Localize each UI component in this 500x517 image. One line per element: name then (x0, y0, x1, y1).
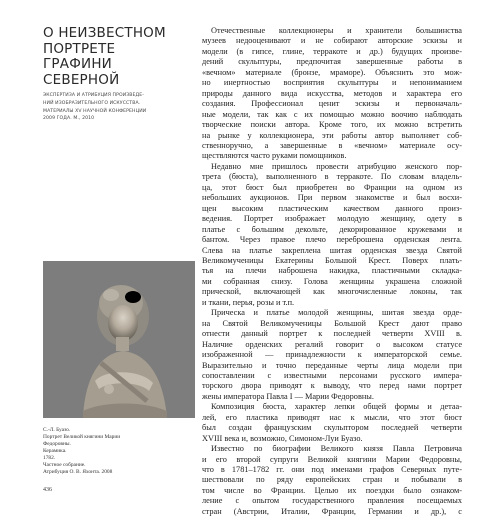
body-line: лей, его пластика приводят нас к мысли, что этот бюст (202, 412, 462, 422)
title-line: СЕВЕРНОЙ (43, 71, 120, 88)
body-line: прической, включающей как многочисленные локоны, так (202, 287, 462, 297)
body-line: природы данного вида искусства, методов и характера его (202, 88, 462, 98)
body-line: был создан французским скульптором последней четверти (202, 423, 462, 433)
body-line: трета (бюста), выполненного в терракоте. По словам владель- (202, 172, 462, 182)
body-line: дений скульптуры, предпочитая завершенные работы в (202, 57, 462, 67)
body-line: ление с опытом государственного правления посещаемых (202, 496, 462, 506)
article-header (43, 26, 193, 123)
body-line: Выразительно и точно переданные черты лица модели при (202, 360, 462, 370)
caption-line: С.-Л. Буазо. (43, 427, 71, 433)
body-line: что в 1781–1782 гг. они под именами графов Северных путе- (202, 465, 462, 475)
title-line: О НЕИЗВЕСТНОМ (43, 25, 166, 41)
body-line: Отечественные коллекционеры и хранители большинства (211, 26, 462, 35)
figure-caption (43, 427, 195, 476)
source-line: ЭКСПЕРТИЗА И АТРИБУЦИЯ ПРОИЗВЕДЕ- (43, 93, 144, 98)
body-line: «вечном» материале (бронзе, мраморе). Объяснить это мож- (202, 67, 462, 77)
body-line: на Святой Великомученицы Большой Крест дают право (202, 318, 462, 328)
article-title (43, 26, 193, 88)
body-line: творческие поиски автора. Кроме того, их можно встретить (202, 120, 462, 130)
body-line: щен высоким пластическим качеством данного произ- (202, 203, 462, 213)
source-line: МАТЕРИАЛЫ XV НАУЧНОЙ КОНФЕРЕНЦИИ (43, 108, 147, 114)
body-line: тья на плечи наброшена накидка, пластичными складка- (202, 266, 462, 276)
body-line: и его второй супруги Великой княгини Марии Федоровны, (202, 454, 462, 464)
body-line: модели (в гипсе, глине, терракоте и др.) будущих произве- (202, 46, 462, 56)
body-line: но инертностью восприятия скульптуры и непониманием (202, 78, 462, 88)
body-line: том числе во Франции. Целью их поездки было ознаком- (202, 485, 462, 495)
body-line: изображенной — принадлежности к императорской семье. (202, 350, 462, 360)
body-line: Слева на платье закреплена шитая орденская звезда Святой (202, 245, 462, 255)
body-line: небольших аукционов. При первом знакомстве и был восхи- (202, 193, 462, 203)
body-line: платье с большим декольте, декорированное кружевами и (202, 224, 462, 234)
body-line: бантом. Через правое плечо переброшена орденская лента. (202, 235, 462, 245)
caption-line: 1782. (43, 455, 56, 461)
body-line: Прическа и платье молодой женщины, шитая звезда орде- (211, 308, 462, 318)
body-line: жены императора Павла I — Марии Федоровны. (202, 391, 374, 401)
body-line: ца, этот бюст был приобретен во Франции на одном из (202, 182, 462, 192)
body-line: создания. Профессионал ценит эскизы и первоначаль- (202, 99, 462, 109)
body-line: сопоставлении с известными персонами русского импера- (202, 370, 462, 380)
article-body (202, 26, 462, 517)
body-line: отнести данный портрет к последней четверти XVIII в. (202, 329, 462, 339)
article-source (43, 92, 193, 123)
body-line: ществляются часто руками помощников. (202, 151, 347, 161)
page-number: 436 (43, 487, 52, 493)
body-line: торского двора приводят к выводу, что перед нами портрет (202, 381, 462, 391)
body-line: ные модели, так как с их помощью можно воочию наблюдать (202, 109, 462, 119)
bust-illustration (43, 261, 195, 418)
body-line: XVIII века и, возможно, Симоном-Луи Буазо. (202, 433, 363, 443)
source-line: 2009 ГОДА. М., 2010 (43, 116, 95, 122)
body-line: Недавно мне пришлось провести атрибуцию женского пор- (211, 161, 462, 171)
caption-line: Частное собрание. (43, 462, 86, 468)
body-line: на рынке у коллекционера, эти работы автор выполняет соб- (202, 130, 462, 140)
caption-line: Атрибуция О. В. Яхонта. 2008 (43, 469, 113, 475)
body-line: Известно по биографии Великого князя Павла Петровича (211, 444, 462, 454)
body-line: ми собранная снизу. Голова женщины украшена сложной (202, 276, 462, 286)
source-line: НИЙ ИЗОБРАЗИТЕЛЬНОГО ИСКУССТВА. (43, 100, 141, 106)
body-line: музеев недооценивают и не собирают авторские эскизы и (202, 36, 462, 46)
title-line: ПОРТРЕТЕ (43, 40, 116, 57)
title-line: ГРАФИНИ (43, 56, 112, 72)
body-line: стран (Австрии, Италии, Франции, Германии и др.), с (202, 506, 462, 516)
body-line: и ткани, перья, розы и т.п. (202, 297, 295, 307)
caption-line: Федоровны. (43, 441, 71, 447)
body-line: Великомученицы Екатерины Большой Крест. Поверх плать- (202, 255, 462, 265)
bust-photo (43, 261, 195, 418)
body-text (202, 26, 462, 517)
body-line: ведения. Портрет изображает молодую женщину, одету в (202, 214, 462, 224)
body-line: Наличие орденских регалий говорит о высоком статусе (202, 339, 462, 349)
caption-line: Портрет Великой княгини Марии (43, 434, 121, 440)
body-line: Композиция бюста, характер лепки общей формы и детаa- (211, 402, 462, 412)
caption-line: Керамика. (43, 448, 67, 454)
body-line: ственноручно, а завершенные в «вечном» материале осу- (202, 140, 462, 150)
body-line: шествовали по ряду европейских стран и побывали в (202, 475, 462, 485)
